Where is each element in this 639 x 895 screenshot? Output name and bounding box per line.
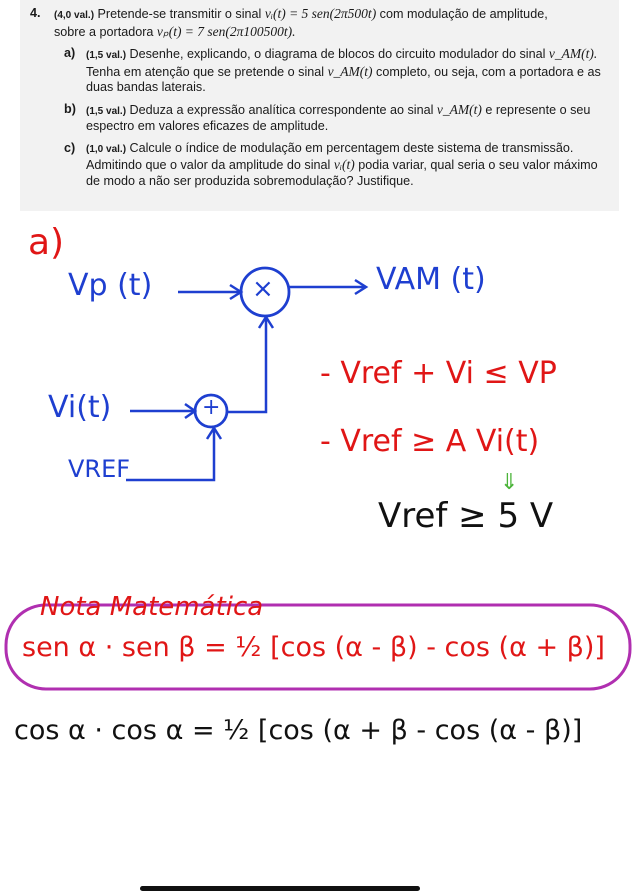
multiplier-symbol: ×: [252, 274, 274, 304]
subquestion-text: Calcule o índice de modulação em percentagem deste sistema de transmissão. Admitindo que o valor da amplitude do sinal: [86, 140, 574, 172]
subquestion-value: (1,0 val.): [86, 143, 127, 155]
subquestion-value: (1,5 val.): [86, 50, 127, 61]
adder-symbol: +: [202, 395, 221, 420]
vam-label: VAM (t): [376, 262, 486, 297]
question-value: (4,0 val.): [54, 10, 95, 21]
adder-to-multiplier-line: [228, 318, 266, 412]
question-text-cont: com modulação de amplitude,: [376, 7, 548, 21]
vam-expression: v_AM(t).: [548, 46, 598, 61]
vi-label: Vi(t): [48, 390, 112, 425]
subquestion-text: Tenha em atenção que se pretende o sinal: [86, 64, 328, 79]
down-arrow-icon: ⇓: [500, 470, 519, 495]
carrier-expression: vₚ(t) = 7 sen(2π100500t).: [156, 23, 296, 39]
home-indicator: [140, 886, 420, 891]
subquestion-letter: c): [64, 140, 76, 155]
vp-label: Vp (t): [68, 268, 153, 303]
part-a-label: a): [28, 222, 65, 263]
subquestion-text: e represente o seu espectro em valores eficazes de amplitude.: [86, 102, 591, 133]
result-expression: Vref ≥ 5 V: [378, 496, 554, 536]
question-number: 4.: [30, 6, 41, 20]
subquestion-letter: b): [64, 101, 76, 116]
question-text: Pretende-se transmitir o sinal: [97, 7, 265, 21]
signal-expression: vᵢ(t) = 5 sen(2π500t): [264, 6, 377, 21]
math-note-title: Nota Matemática: [40, 592, 264, 622]
subquestion-text: Desenhe, explicando, o diagrama de blocos do circuito modulador do sinal: [129, 47, 549, 61]
vi-expression: vᵢ(t): [333, 157, 355, 172]
subquestion-letter: a): [64, 46, 76, 60]
condition-2: - Vref ≥ A Vi(t): [320, 424, 540, 459]
question-text-line2: sobre a portadora: [54, 24, 157, 39]
vref-line: [126, 429, 214, 480]
vref-label: VREF: [68, 455, 131, 483]
condition-1: - Vref + Vi ≤ VP: [320, 356, 557, 391]
subquestion-value: (1,5 val.): [86, 105, 127, 117]
identity-sin-product: sen α · sen β = ½ [cos (α - β) - cos (α + β)]: [22, 632, 605, 663]
subquestion-text: completo, ou seja, com a portadora e as duas bandas laterais.: [86, 64, 601, 94]
vam-expression: v_AM(t): [436, 101, 482, 117]
subquestion-text: Deduza a expressão analítica correspondente ao sinal: [129, 102, 437, 117]
identity-cos-product: cos α · cos α = ½ [cos (α + β - cos (α - β)]: [14, 715, 583, 746]
vam-expression: v_AM(t): [327, 63, 373, 79]
subquestion-text: podia variar, qual seria o seu valor máximo de modo a não ser produzida sobremodulação? Justifique.: [86, 158, 598, 188]
